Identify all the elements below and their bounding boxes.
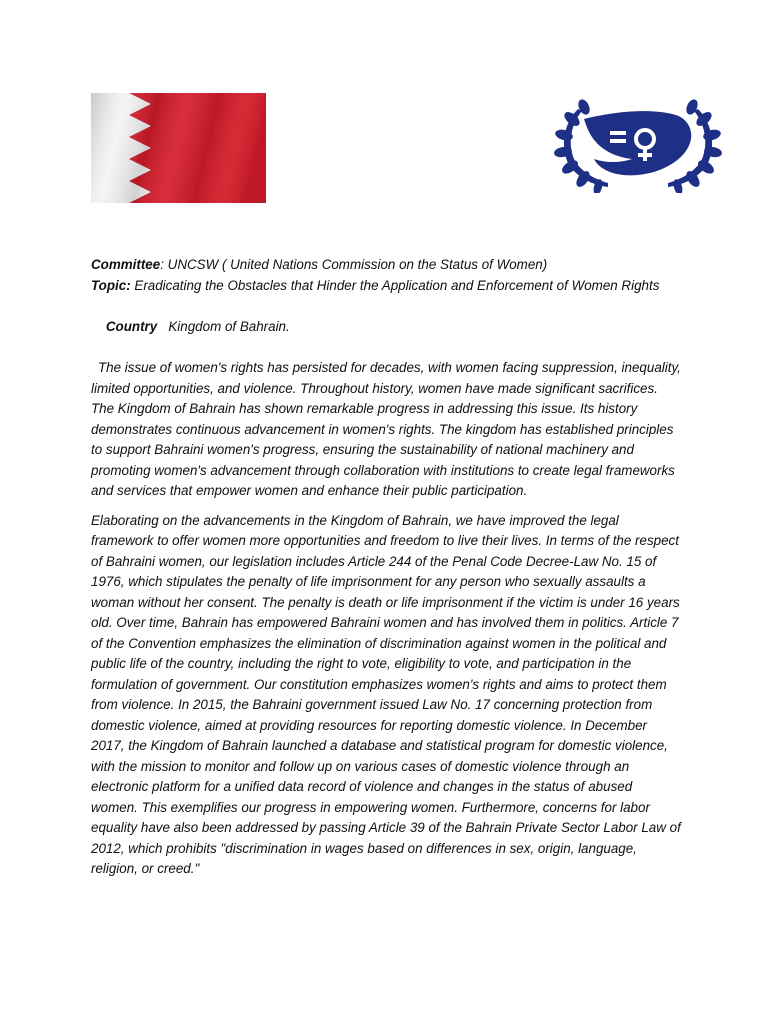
committee-label: Committee	[91, 257, 161, 272]
country-value: Kingdom of Bahrain.	[157, 318, 290, 334]
un-women-emblem	[548, 97, 728, 193]
body-paragraph: Elaborating on the advancements in the Kingdom of Bahrain, we have improved the legal framework to offer women more opportunities and freedom to live their lives. In terms of the respect of Bahraini women, our legislation includes Article 244 of the Penal Code Decree-Law No. 15 of 1976, which stipulates the penalty of life imprisonment for any person who sexually assaults a woman without her consent. The penalty is death or life imprisonment if the victim is under 16 years old. Over time, Bahrain has empowered Bahraini women and has involved them in politics. Article 7 of the Convention emphasizes the elimination of discrimination against women in the political and public life of the country, including the right to vote, eligibility to vote, and participation in the formulation of government. Our constitution emphasizes women's rights and aims to protect them from violence. In 2015, the Bahraini government issued Law No. 17 concerning protection from domestic violence, aimed at providing resources for reporting domestic violence. In December 2017, the Kingdom of Bahrain launched a database and statistical program for domestic violence, with the mission to monitor and follow up on various cases of domestic violence through an electronic platform for a unified data record of violence and changes in the status of abused women. This exemplifies our progress in empowering women. Furthermore, concerns for labor equality have also been addressed by passing Article 39 of the Bahrain Private Sector Labor Law of 2012, which prohibits "discrimination in wages based on differences in sex, origin, language, religion, or creed."	[91, 512, 681, 876]
topic-line	[91, 276, 691, 297]
body-paragraph: The issue of women's rights has persisted for decades, with women facing suppression, inequality, limited opportunities, and violence. Throughout history, women have made significant sacrifices. The Kingdom of Bahrain has shown remarkable progress in addressing this issue. Its history demonstrates continuous advancement in women's rights. The kingdom has established principles to support Bahraini women's progress, ensuring the sustainability of national machinery and promoting women's advancement through collaboration with institutions to create legal frameworks and services that empower women and enhance their public participation.	[91, 360, 681, 498]
committee-line	[91, 255, 691, 276]
committee-value: UNCSW ( United Nations Commission on the Status of Women)	[163, 257, 548, 272]
country-line	[91, 296, 691, 358]
country-label: Country	[105, 318, 158, 334]
position-paper-body	[91, 358, 681, 889]
topic-label: Topic:	[91, 277, 131, 293]
document-info	[91, 255, 691, 358]
bahrain-flag-image	[91, 93, 266, 203]
committee-separator: :	[160, 257, 164, 272]
topic-value: Eradicating the Obstacles that Hinder the Application and Enforcement of Women Rights	[130, 277, 660, 293]
